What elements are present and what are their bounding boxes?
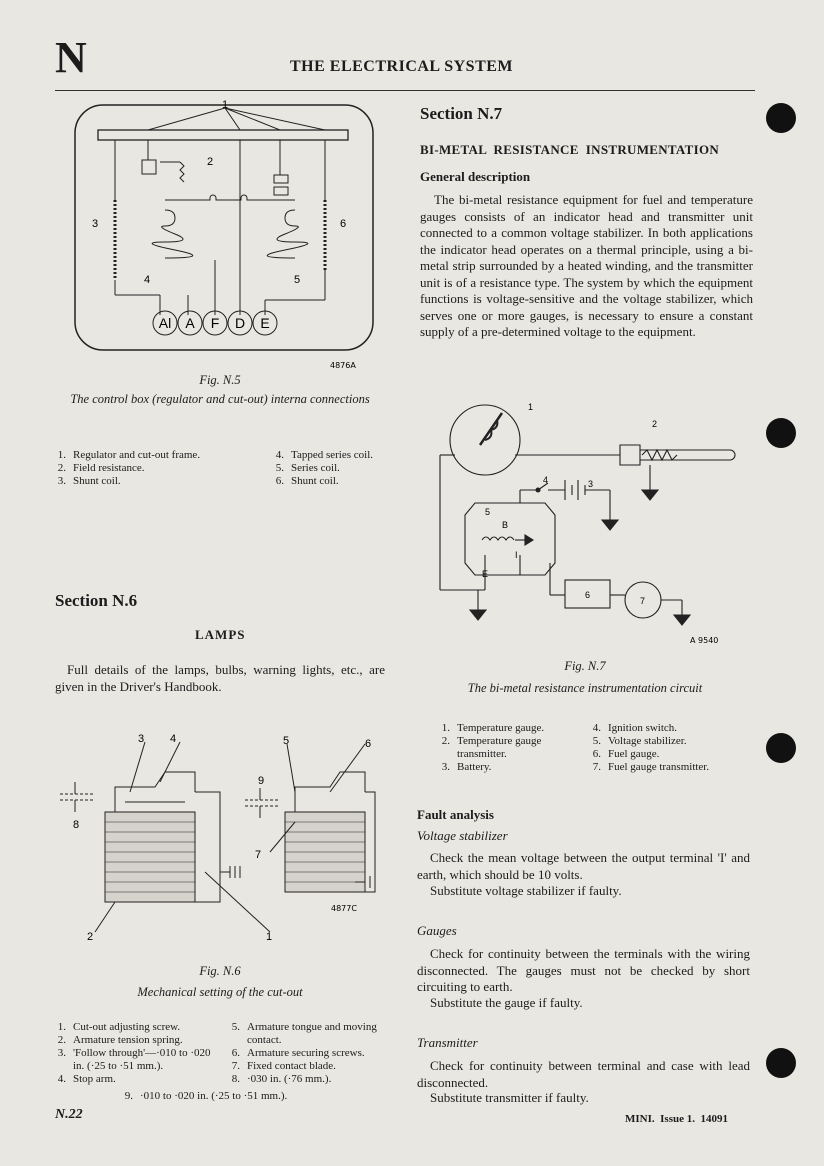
fig-n6-label: 8 [73, 819, 80, 831]
fig-n7-diagram [420, 395, 760, 650]
legend-item: 1. Temperature gauge. [441, 722, 545, 734]
fig-n7-legend [432, 722, 582, 774]
fig-n6-label: 6 [365, 738, 372, 750]
general-heading: General description [420, 169, 531, 184]
page-title: THE ELECTRICAL SYSTEM [290, 58, 514, 75]
section-n7-subtitle: BI-METAL RESISTANCE INSTRUMENTATION [420, 142, 720, 157]
legend-item: 4. Tapped series coil. [275, 449, 374, 461]
gauges-body: Check for continuity between the terminals with the wiring disconnected. The gauges must not be checked by short circuiting to earth. [417, 946, 750, 994]
transmitter-body: Check for continuity between terminal and case with lead disconnected. [417, 1058, 750, 1090]
fig-n7-label: 7 [640, 596, 646, 606]
terminal-label: F [210, 315, 220, 331]
fig-n6-legend [115, 1090, 365, 1103]
fig-n5-label: 6 [340, 218, 347, 230]
fig-n7-label: 2 [652, 419, 658, 429]
footer-issue: MINI. Issue 1. 14091 [625, 1113, 728, 1125]
fig-n5-label: 4 [144, 274, 151, 286]
section-n6-subtitle: LAMPS [195, 627, 246, 642]
legend-item: 6. Shunt coil. [275, 475, 339, 487]
fig-n7-legend [583, 722, 748, 774]
legend-item: 4. Stop arm. [57, 1073, 116, 1085]
legend-item: 3. 'Follow through'—·010 to ·020 in. (·25 to ·51 mm.). [57, 1047, 211, 1072]
voltage-stabilizer-sub: Substitute voltage stabilizer if faulty. [430, 883, 622, 898]
legend-item: 5. Series coil. [275, 462, 340, 474]
fig-n5-caption: The control box (regulator and cut-out) interna connections [70, 392, 370, 406]
fault-heading: Fault analysis [417, 807, 494, 822]
fig-n6-label: 7 [255, 849, 262, 861]
fig-n7-label: E [482, 569, 489, 579]
fig-n6-legend [222, 1021, 387, 1086]
fig-n7-caption-title: Fig. N.7 [564, 659, 606, 673]
fig-n5-legend [266, 449, 396, 488]
legend-item: 1. Regulator and cut-out frame. [57, 449, 201, 461]
fig-n5-label: 2 [207, 156, 214, 168]
fig-n5-caption-title: Fig. N.5 [199, 373, 241, 387]
fig-n7-label: 6 [585, 590, 591, 600]
legend-item: 7. Fixed contact blade. [231, 1060, 336, 1072]
transmitter-sub: Substitute transmitter if faulty. [430, 1090, 589, 1105]
fig-n7-label: 1 [528, 402, 534, 412]
binder-hole [766, 103, 796, 133]
legend-item: 2. Armature tension spring. [57, 1034, 183, 1046]
fig-n6-legend [48, 1021, 220, 1086]
header-rule [55, 90, 755, 91]
fig-n5-legend [48, 449, 248, 488]
legend-item: 3. Battery. [441, 761, 492, 773]
fig-n6-diagram [55, 732, 385, 957]
terminal-label: Al [158, 315, 172, 331]
fig-n5-diagram [70, 100, 380, 375]
legend-item: 7. Fuel gauge transmitter. [592, 761, 710, 773]
general-body: The bi-metal resistance equipment for fuel and temperature gauges consists of an indicator head and transmitter unit connected to a common voltage stabilizer. In both applications the indicator head operates on a thermal principle, using a bi-metal strip surrounded by a heated winding, and the transmitter unit is of a resistance type. The system by which the equipment functions is voltage-sensitive and the voltage stabilizer, which serves one or more gauges, is necessary to ensure a constant supply of a pre-determined voltage to the equipment. [420, 192, 753, 339]
fig-n7-label: 5 [485, 507, 491, 517]
chapter-letter: N [55, 33, 86, 82]
figure-code: 4876A [330, 361, 356, 370]
legend-item: 6. Armature securing screws. [231, 1047, 365, 1059]
terminal-label: A [185, 315, 195, 331]
section-n7-title: Section N.7 [420, 104, 503, 123]
legend-item: 1. Cut-out adjusting screw. [57, 1021, 181, 1033]
legend-item: 4. Ignition switch. [592, 722, 678, 734]
legend-item: 9. ·010 to ·020 in. (·25 to ·51 mm.). [124, 1090, 288, 1102]
legend-item: 5. Voltage stabilizer. [592, 735, 687, 747]
fig-n7-label: 3 [588, 479, 594, 489]
fig-n7-caption: The bi-metal resistance instrumentation circuit [467, 681, 703, 695]
gauges-sub: Substitute the gauge if faulty. [430, 995, 583, 1010]
fig-n7-label: 4 [543, 475, 549, 485]
figure-code: 4877C [331, 904, 357, 913]
figure-code: A 9540 [690, 636, 719, 645]
fig-n5-label: 5 [294, 274, 301, 286]
fig-n6-label: 2 [87, 931, 94, 943]
fig-n5-label: 1 [222, 100, 229, 111]
legend-item: 6. Fuel gauge. [592, 748, 660, 760]
terminal-label: D [234, 315, 246, 331]
fig-n6-label: 9 [258, 775, 265, 787]
fig-n6-label: 4 [170, 733, 177, 745]
section-n6-title: Section N.6 [55, 591, 138, 610]
voltage-stabilizer-heading: Voltage stabilizer [417, 828, 508, 843]
legend-item: 2. Temperature gauge transmitter. [441, 735, 542, 760]
legend-item: 2. Field resistance. [57, 462, 145, 474]
fig-n6-label: 3 [138, 733, 145, 745]
page-number: N.22 [55, 1107, 83, 1122]
fig-n6-caption: Mechanical setting of the cut-out [137, 985, 303, 999]
binder-hole [766, 733, 796, 763]
fig-n6-label: 1 [266, 931, 273, 943]
gauges-heading: Gauges [417, 923, 457, 938]
fig-n7-label: I [515, 550, 518, 560]
transmitter-heading: Transmitter [417, 1035, 478, 1050]
voltage-stabilizer-body: Check the mean voltage between the output terminal 'I' and earth, which should be 10 volts. [417, 850, 750, 882]
terminal-label: E [260, 315, 270, 331]
section-n6-body: Full details of the lamps, bulbs, warning lights, etc., are given in the Driver's Handbook. [55, 662, 385, 694]
legend-item: 8. ·030 in. (·76 mm.). [231, 1073, 332, 1085]
legend-item: 3. Shunt coil. [57, 475, 121, 487]
fig-n5-label: 3 [92, 218, 99, 230]
fig-n6-caption-title: Fig. N.6 [199, 964, 241, 978]
fig-n6-label: 5 [283, 735, 290, 747]
legend-item: 5. Armature tongue and moving contact. [231, 1021, 377, 1046]
binder-hole [766, 418, 796, 448]
binder-hole [766, 1048, 796, 1078]
fig-n7-label: B [502, 520, 509, 530]
